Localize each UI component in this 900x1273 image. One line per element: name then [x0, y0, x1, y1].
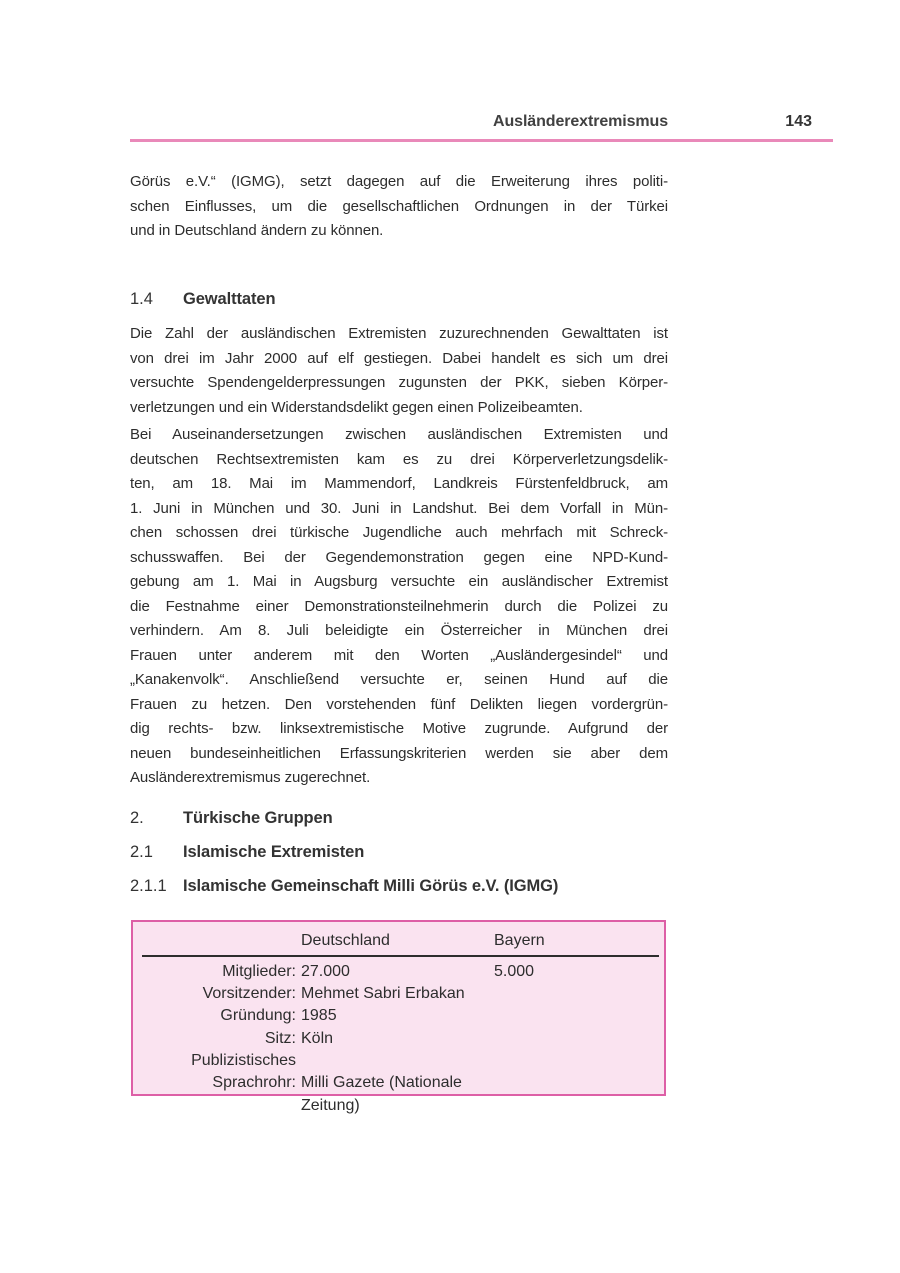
paragraph-line: chen schossen drei türkische Jugendliche auch mehrfach mit Schreck- [130, 524, 668, 541]
row-label: Sitz: [264, 1029, 296, 1047]
paragraph-line: Görüs e.V.“ (IGMG), setzt dagegen auf die Erweiterung ihres politi- [130, 173, 668, 190]
row-value: Milli Gazete (Nationale Zeitung) [301, 1074, 462, 1114]
section-number: 2.1.1 [130, 877, 167, 895]
paragraph-gewalttaten-2 [130, 423, 668, 791]
paragraph-line: neuen bundeseinheitlichen Erfassungskriterien werden sie aber dem [130, 744, 668, 762]
table-row [133, 961, 664, 983]
paragraph-intro [130, 170, 668, 244]
row-value [494, 1072, 664, 1117]
infobox-header-row [133, 922, 664, 952]
row-value: 5.000 [494, 962, 535, 980]
table-row [133, 1072, 664, 1114]
paragraph-line: ten, am 18. Mai im Mammendorf, Landkreis Fürstenfeldbruck, am [130, 475, 668, 492]
section-title: Türkische Gruppen [183, 809, 333, 827]
section-title: Gewalttaten [183, 290, 276, 308]
paragraph-line: Bei Auseinandersetzungen zwischen ausländischen Extremisten und [130, 426, 668, 443]
infobox-header-spacer [133, 929, 296, 952]
section-heading-2 [130, 808, 690, 828]
paragraph-line: verhindern. Am 8. Juli beleidigte ein Österreicher in München drei [130, 622, 668, 639]
paragraph-line: verletzungen und ein Widerstandsdelikt gegen einen Polizeibeamten. [130, 398, 583, 416]
row-value: 1985 [301, 1007, 337, 1025]
table-row [133, 1005, 664, 1027]
paragraph-line: Die Zahl der ausländischen Extremisten zuzurechnenden Gewalttaten ist [130, 325, 668, 342]
row-value [494, 1050, 664, 1072]
row-label: Vorsitzender: [202, 984, 296, 1002]
row-value [494, 1005, 664, 1027]
row-label: Sprachrohr: [212, 1074, 296, 1092]
row-value: 27.000 [301, 962, 350, 980]
infobox-rows [133, 961, 664, 1114]
row-label: Publizistisches [191, 1052, 296, 1070]
section-title: Islamische Extremisten [183, 843, 365, 861]
section-number: 2. [130, 809, 144, 827]
paragraph-line: von drei im Jahr 2000 auf elf gestiegen. Dabei handelt es sich um drei [130, 349, 668, 367]
paragraph-gewalttaten-1 [130, 322, 668, 420]
paragraph-line: die Festnahme einer Demonstrationsteilnehmerin durch die Polizei zu [130, 597, 668, 615]
table-row [133, 983, 664, 1005]
section-heading-2-1-1 [130, 876, 690, 896]
table-row [133, 1050, 664, 1072]
running-head [130, 113, 833, 131]
paragraph-line: schen Einflusses, um die gesellschaftlichen Ordnungen in der Türkei [130, 197, 668, 215]
paragraph-line: Frauen zu hetzen. Den vorstehenden fünf Delikten liegen vordergrün- [130, 695, 668, 713]
page-number: 143 [785, 113, 812, 130]
paragraph-line: Ausländerextremismus zugerechnet. [130, 769, 371, 786]
paragraph-line: versuchte Spendengelderpressungen zugunsten der PKK, sieben Körper- [130, 374, 668, 391]
paragraph-line: Frauen unter anderem mit den Worten „Ausländergesindel“ und [130, 646, 668, 664]
row-value [494, 983, 664, 1005]
row-value [301, 1050, 489, 1072]
igmg-infobox [131, 920, 666, 1114]
row-value [494, 1028, 664, 1050]
section-number: 1.4 [130, 290, 153, 308]
section-heading-1-4 [130, 289, 690, 309]
infobox-header-rule [142, 955, 659, 957]
paragraph-line: gebung am 1. Mai in Augsburg versuchte ein ausländischer Extremist [130, 573, 668, 590]
paragraph-line: und in Deutschland ändern zu können. [130, 222, 384, 239]
infobox-column-bayern: Bayern [494, 932, 545, 949]
paragraph-line: deutschen Rechtsextremisten kam es zu drei Körperverletzungsdelik- [130, 450, 668, 468]
row-value: Köln [301, 1029, 334, 1047]
row-value: Mehmet Sabri Erbakan [301, 984, 465, 1002]
paragraph-line: dig rechts- bzw. linksextremistische Motive zugrunde. Aufgrund der [130, 720, 668, 737]
row-label: Gründung: [220, 1007, 296, 1025]
paragraph-line: „Kanakenvolk“. Anschließend versuchte er, seinen Hund auf die [130, 671, 668, 688]
table-row [133, 1028, 664, 1050]
section-title: Islamische Gemeinschaft Milli Görüs e.V. (IGMG) [183, 877, 559, 895]
header-rule [130, 139, 833, 142]
section-heading-2-1 [130, 842, 690, 862]
paragraph-line: 1. Juni in München und 30. Juni in Landshut. Bei dem Vorfall in Mün- [130, 499, 668, 517]
paragraph-line: schusswaffen. Bei der Gegendemonstration gegen eine NPD-Kund- [130, 548, 668, 566]
section-number: 2.1 [130, 843, 153, 861]
infobox-column-deutschland: Deutschland [301, 932, 390, 949]
running-head-title: Ausländerextremismus [493, 113, 668, 130]
row-label: Mitglieder: [222, 962, 296, 980]
